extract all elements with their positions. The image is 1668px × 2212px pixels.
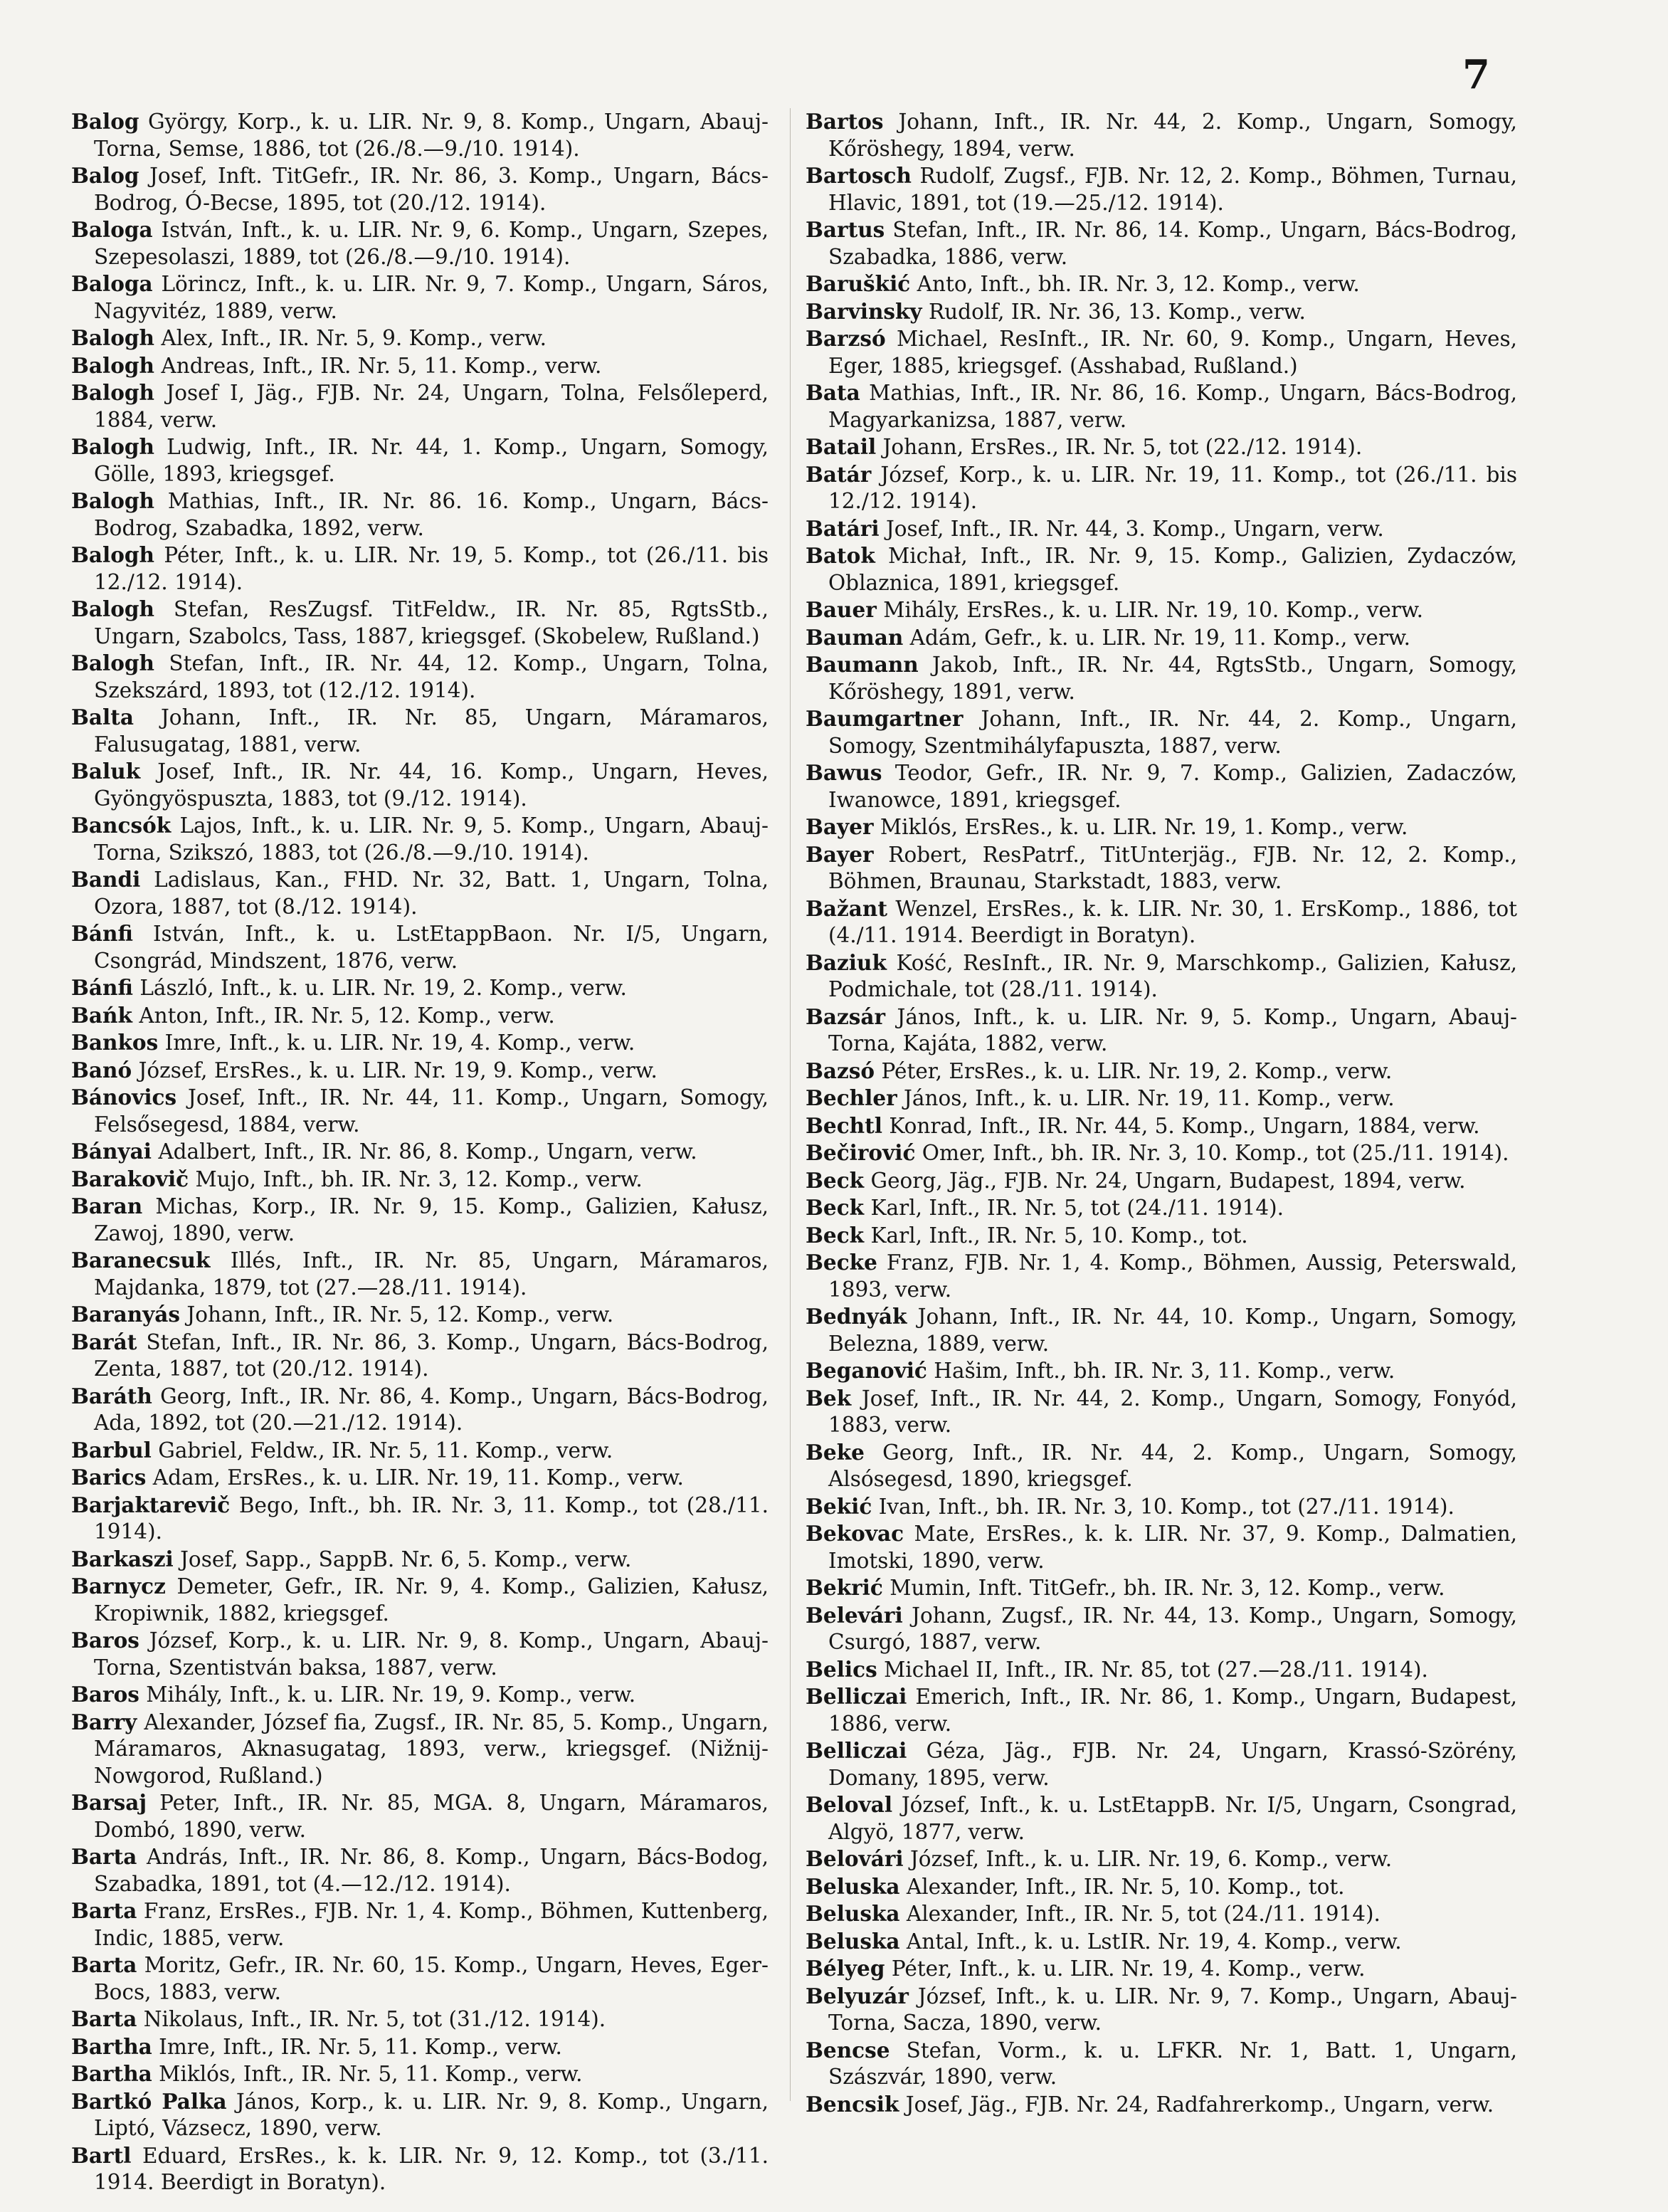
register-entry [71,1084,769,1138]
entry-details: Omer, Inft., bh. IR. Nr. 3, 10. Komp., tot (25./11. 1914). [922,1141,1509,1165]
entry-surname: Baranecsuk [71,1248,211,1273]
entry-surname: Balta [71,705,134,730]
entry-surname: Bandi [71,867,141,892]
entry-details: Lajos, Inft., k. u. LIR. Nr. 9, 5. Komp., Ungarn, Abauj-Torna, Szikszó, 1883, tot (26./8.—9./10. 1914). [94,813,769,865]
register-entry [806,1873,1517,1901]
entry-details: Johann, Inft., IR. Nr. 44, 10. Komp., Ungarn, Somogy, Belezna, 1889, verw. [828,1305,1517,1356]
entry-details: Stefan, Inft., IR. Nr. 44, 12. Komp., Ungarn, Tolna, Szekszárd, 1893, tot (12./12. 1914). [94,651,769,702]
entry-surname: Bek [806,1385,852,1411]
entry-details: Rudolf, IR. Nr. 36, 13. Komp., verw. [928,299,1306,324]
entry-details: Michael II, Inft., IR. Nr. 85, tot (27.—28./11. 1914). [884,1657,1428,1682]
register-entry [806,216,1517,270]
entry-details: Illés, Inft., IR. Nr. 85, Ungarn, Máramaros, Majdanka, 1879, tot (27.—28./11. 1914). [94,1248,769,1300]
register-entry [806,1900,1517,1928]
entry-details: Michał, Inft., IR. Nr. 9, 15. Komp., Galizien, Zydaczów, Oblaznica, 1891, kriegsgef. [828,544,1517,595]
entry-details: Stefan, Inft., IR. Nr. 86, 14. Komp., Ungarn, Bács-Bodrog, Szabadka, 1886, verw. [828,218,1517,269]
register-entry [71,758,769,812]
entry-details: Michael, ResInft., IR. Nr. 60, 9. Komp., Ungarn, Heves, Eger, 1885, kriegsgef. (Asshabad, Rußland.) [828,327,1517,378]
entry-details: Johann, Inft., IR. Nr. 44, 2. Komp., Ungarn, Somogy, Szentmihályfapuszta, 1887, verw. [828,707,1517,758]
entry-surname: Belovári [806,1846,904,1871]
register-entry [806,596,1517,624]
entry-details: Stefan, Vorm., k. u. LFKR. Nr. 1, Batt. 1, Ungarn, Szászvár, 1890, verw. [828,2038,1517,2089]
register-entry [806,949,1517,1004]
register-entry [806,325,1517,379]
register-entry [806,1194,1517,1222]
entry-details: Ivan, Inft., bh. IR. Nr. 3, 10. Komp., tot (27./11. 1914). [878,1494,1455,1519]
entry-surname: Balog [71,163,139,188]
page-number: 7 [1462,51,1490,98]
register-entry [71,1329,769,1383]
register-entry [806,2091,1517,2119]
entry-surname: Bencse [806,2037,890,2063]
entry-surname: Bednyák [806,1304,907,1329]
entry-details: Josef, Jäg., FJB. Nr. 24, Radfahrerkomp., Ungarn, verw. [905,2092,1494,2117]
entry-surname: Bauer [806,597,877,622]
entry-surname: Bartkó Palka [71,2088,227,2114]
entry-details: Konrad, Inft., IR. Nr. 44, 5. Komp., Ungarn, 1884, verw. [889,1113,1480,1138]
entry-details: Nikolaus, Inft., IR. Nr. 5, tot (31./12. 1914). [143,2007,606,2031]
entry-details: Franz, FJB. Nr. 1, 4. Komp., Böhmen, Aussig, Peterswald, 1893, verw. [828,1250,1517,1302]
entry-details: Alexander, Inft., IR. Nr. 5, 10. Komp., tot. [906,1874,1345,1899]
register-entry [806,1303,1517,1357]
entry-surname: Barbul [71,1437,152,1463]
entry-surname: Bartos [806,109,884,134]
entry-details: József, Inft., k. u. LIR. Nr. 19, 6. Komp., verw. [909,1847,1393,1871]
entry-surname: Beganović [806,1358,927,1383]
entry-surname: Baumann [806,652,919,677]
entry-surname: Barnycz [71,1574,166,1599]
entry-details: Emerich, Inft., IR. Nr. 86, 1. Komp., Ungarn, Budapest, 1886, verw. [828,1685,1517,1736]
entry-details: Johann, Inft., IR. Nr. 44, 2. Komp., Ungarn, Somogy, Kőröshegy, 1894, verw. [828,110,1517,161]
entry-surname: Bánovics [71,1085,177,1110]
register-entry [806,759,1517,813]
register-entry [71,1247,769,1301]
register-entry [71,488,769,542]
entry-details: József, Korp., k. u. LIR. Nr. 19, 11. Komp., tot (26./11. bis 12./12. 1914). [828,462,1518,513]
entry-surname: Bekić [806,1493,872,1519]
entry-surname: Barta [71,1844,137,1869]
entry-details: Miklós, ErsRes., k. u. LIR. Nr. 19, 1. Komp., verw. [880,815,1408,839]
register-entry [806,651,1517,705]
entry-surname: Bányai [71,1139,152,1164]
entry-surname: Balogh [71,380,155,405]
register-entry [71,1437,769,1465]
entry-surname: Bechler [806,1085,897,1110]
entry-surname: Bańk [71,1002,132,1028]
entry-details: Franz, ErsRes., FJB. Nr. 1, 4. Komp., Böhmen, Kuttenberg, Indic, 1885, verw. [94,1899,769,1950]
entry-surname: Bechtl [806,1112,882,1138]
entry-details: Teodor, Gefr., IR. Nr. 9, 7. Komp., Galizien, Zadaczów, Iwanowce, 1891, kriegsgef. [828,761,1517,812]
entry-surname: Batail [806,434,877,459]
register-entry [806,542,1517,596]
entry-details: János, Inft., k. u. LIR. Nr. 9, 5. Komp., Ungarn, Abauj-Torna, Kajáta, 1882, verw. [828,1004,1517,1055]
entry-surname: Balogh [71,352,155,378]
entry-details: Johann, Inft., IR. Nr. 5, 12. Komp., verw. [186,1302,614,1327]
entry-surname: Baloga [71,271,153,296]
left-column [71,108,769,2196]
register-entry [806,1520,1517,1574]
register-entry [806,1574,1517,1602]
register-entry [71,596,769,650]
entry-details: Mathias, Inft., IR. Nr. 86. 16. Komp., Ungarn, Bács-Bodrog, Szabadka, 1892, verw. [94,489,769,540]
entry-surname: Bánfi [71,975,133,1000]
entry-surname: Baros [71,1628,139,1653]
entry-surname: Bayer [806,841,874,867]
register-entry [71,108,769,162]
entry-surname: Beluska [806,1901,900,1926]
entry-surname: Batár [806,461,872,487]
entry-surname: Balogh [71,596,155,621]
register-entry [806,433,1517,461]
entry-details: Georg, Jäg., FJB. Nr. 24, Ungarn, Budapest, 1894, verw. [870,1168,1466,1193]
entry-surname: Belevári [806,1602,903,1628]
register-entry [806,515,1517,543]
entry-details: Josef, Inft. TitGefr., IR. Nr. 86, 3. Komp., Ungarn, Bács-Bodrog, Ó-Becse, 1895, tot (20./12. 1914). [94,164,769,215]
register-entry [806,1004,1517,1058]
register-entry [71,542,769,596]
entry-details: József, Inft., k. u. LstEtappB. Nr. I/5, Ungarn, Csongrad, Algyö, 1877, verw. [828,1793,1517,1844]
entry-surname: Bazsár [806,1004,886,1029]
entry-surname: Barry [71,1709,137,1734]
register-entry [806,162,1517,216]
register-entry [71,1492,769,1546]
entry-details: Géza, Jäg., FJB. Nr. 24, Ungarn, Krassó-Szörény, Domany, 1895, verw. [828,1739,1517,1790]
register-entry [806,813,1517,841]
register-entry [806,1222,1517,1250]
entry-details: Adám, Gefr., k. u. LIR. Nr. 19, 11. Komp., verw. [909,625,1411,650]
entry-details: Alexander, Inft., IR. Nr. 5, tot (24./11. 1914). [906,1902,1381,1926]
register-entry [806,624,1517,652]
register-entry [806,1085,1517,1112]
entry-details: Anton, Inft., IR. Nr. 5, 12. Komp., verw. [139,1003,555,1028]
register-entry [71,2142,769,2196]
entry-surname: Barakovič [71,1166,189,1191]
register-entry [71,1002,769,1030]
entry-surname: Baloga [71,217,153,242]
register-entry [806,895,1517,949]
entry-surname: Balogh [71,325,155,350]
entry-details: Lörincz, Inft., k. u. LIR. Nr. 9, 7. Komp., Ungarn, Sáros, Nagyvitéz, 1889, verw. [94,272,769,323]
entry-details: Georg, Inft., IR. Nr. 44, 2. Komp., Ungarn, Somogy, Alsósegesd, 1890, kriegsgef. [828,1440,1517,1491]
entry-surname: Barvinsky [806,298,922,324]
entry-surname: Barta [71,2006,137,2031]
entry-surname: Baran [71,1194,143,1218]
entry-surname: Belyuzár [806,1983,909,2008]
register-entry [71,1301,769,1329]
entry-details: Mihály, ErsRes., k. u. LIR. Nr. 19, 10. Komp., verw. [883,598,1424,622]
entry-surname: Bélyeg [806,1956,885,1981]
register-entry [806,1139,1517,1167]
entry-surname: Bawus [806,760,882,785]
entry-surname: Bankos [71,1030,159,1055]
entry-surname: Baráth [71,1383,152,1408]
entry-surname: Batok [806,543,875,568]
entry-details: Eduard, ErsRes., k. k. LIR. Nr. 9, 12. Komp., tot (3./11. 1914. Beerdigt in Boratyn). [94,2143,769,2194]
register-entry [806,1845,1517,1873]
entry-surname: Bata [806,380,860,405]
register-entry [806,1439,1517,1493]
entry-surname: Bazsó [806,1058,875,1083]
register-entry [71,920,769,974]
register-entry [806,841,1517,895]
entry-details: János, Korp., k. u. LIR. Nr. 9, 8. Komp., Ungarn, Liptó, Vázsecz, 1890, verw. [94,2089,769,2140]
entry-surname: Balogh [71,651,155,675]
entry-details: Stefan, ResZugsf. TitFeldw., IR. Nr. 85, RgtsStb., Ungarn, Szabolcs, Tass, 1887, kriegsgef. (Skobelew, Rußland.) [94,597,769,648]
entry-surname: Belliczai [806,1684,907,1709]
entry-surname: Bartha [71,2061,152,2086]
register-entry [806,1058,1517,1085]
entry-surname: Bartha [71,2033,152,2059]
entry-details: Miklós, Inft., IR. Nr. 5, 11. Komp., verw. [159,2062,583,2086]
entry-details: Péter, Inft., k. u. LIR. Nr. 19, 4. Komp., verw. [891,1956,1366,1981]
register-entry [71,1383,769,1437]
right-column [806,108,1517,2118]
entry-surname: Bartosch [806,163,912,188]
entry-surname: Barjaktarevič [71,1492,231,1517]
register-entry [806,1357,1517,1385]
entry-details: Mujo, Inft., bh. IR. Nr. 3, 12. Komp., verw. [195,1166,643,1191]
entry-surname: Baros [71,1682,139,1707]
entry-details: Mihály, Inft., k. u. LIR. Nr. 19, 9. Komp., verw. [146,1682,636,1707]
register-entry [71,1681,769,1709]
column-divider [790,108,791,2101]
entry-surname: Becke [806,1250,877,1275]
register-entry [806,1656,1517,1684]
entry-details: Johann, Inft., IR. Nr. 85, Ungarn, Máramaros, Falusugatag, 1881, verw. [94,705,769,757]
entry-details: Antal, Inft., k. u. LstIR. Nr. 19, 4. Komp., verw. [906,1929,1402,1954]
entry-details: Anto, Inft., bh. IR. Nr. 3, 12. Komp., verw. [917,272,1360,296]
entry-details: Adam, ErsRes., k. u. LIR. Nr. 19, 11. Komp., verw. [152,1465,684,1490]
entry-surname: Bencsik [806,2091,899,2117]
register-entry [71,866,769,920]
entry-surname: Bánfi [71,921,133,946]
entry-surname: Barics [71,1465,147,1490]
entry-details: János, Inft., k. u. LIR. Nr. 19, 11. Komp., verw. [904,1086,1395,1110]
entry-surname: Bekovac [806,1521,904,1546]
register-entry [806,1928,1517,1956]
register-entry [71,433,769,488]
entry-details: György, Korp., k. u. LIR. Nr. 9, 8. Komp., Ungarn, Abauj-Torna, Semse, 1886, tot (26./8.—9./10. 1914). [94,110,769,161]
entry-details: Georg, Inft., IR. Nr. 86, 4. Komp., Ungarn, Bács-Bodrog, Ada, 1892, tot (20.—21./12. 1914). [94,1384,769,1435]
entry-details: Josef, Inft., IR. Nr. 44, 16. Komp., Ungarn, Heves, Gyöngyöspuszta, 1883, tot (9./12. 1914). [94,759,769,811]
register-entry [71,1897,769,1952]
register-entry [806,1683,1517,1737]
entry-surname: Bekrić [806,1575,883,1600]
entry-details: József, Inft., k. u. LIR. Nr. 9, 7. Komp., Ungarn, Abauj-Torna, Sacza, 1890, verw. [828,1984,1517,2035]
entry-surname: Barta [71,1952,137,1977]
entry-surname: Bayer [806,814,874,839]
register-entry [71,1627,769,1681]
entry-details: Imre, Inft., IR. Nr. 5, 11. Komp., verw. [159,2034,562,2059]
register-entry [806,298,1517,326]
entry-surname: Barta [71,1898,137,1923]
entry-details: István, Inft., k. u. LstEtappBaon. Nr. I/5, Ungarn, Csongrád, Mindszent, 1876, verw. [94,922,769,973]
register-entry [71,1546,769,1574]
entry-details: Ladislaus, Kan., FHD. Nr. 32, Batt. 1, Ungarn, Tolna, Ozora, 1887, tot (8./12. 1914). [94,868,769,919]
entry-surname: Beck [806,1195,865,1220]
entry-surname: Bauman [806,624,904,650]
register-entry [71,216,769,270]
register-entry [71,270,769,325]
entry-surname: Beloval [806,1792,893,1817]
entry-details: Josef I, Jäg., FJB. Nr. 24, Ungarn, Tolna, Felsőleperd, 1884, verw. [94,381,769,432]
entry-details: Péter, Inft., k. u. LIR. Nr. 19, 5. Komp., tot (26./11. bis 12./12. 1914). [94,543,769,594]
entry-details: Ludwig, Inft., IR. Nr. 44, 1. Komp., Ungarn, Somogy, Gölle, 1893, kriegsgef. [94,435,769,486]
register-entry [71,974,769,1002]
register-entry [71,1789,769,1843]
entry-surname: Baziuk [806,949,887,975]
register-entry [71,2006,769,2033]
entry-details: Josef, Inft., IR. Nr. 44, 11. Komp., Ungarn, Somogy, Felsősegesd, 1884, verw. [94,1085,769,1137]
entry-details: Alex, Inft., IR. Nr. 5, 9. Komp., verw. [161,326,547,350]
entry-surname: Banó [71,1057,132,1083]
entry-details: András, Inft., IR. Nr. 86, 8. Komp., Ungarn, Bács-Bodog, Szabadka, 1891, tot (4.—12./12. 1914). [94,1845,769,1896]
register-entry [806,1493,1517,1521]
entry-details: Mathias, Inft., IR. Nr. 86, 16. Komp., Ungarn, Bács-Bodrog, Magyarkanizsa, 1887, verw. [828,381,1517,432]
register-entry [71,2088,769,2142]
entry-surname: Belliczai [806,1738,907,1763]
entry-details: József, Korp., k. u. LIR. Nr. 9, 8. Komp., Ungarn, Abauj-Torna, Szentistván baksa, 1887, verw. [94,1628,769,1680]
entry-details: Adalbert, Inft., IR. Nr. 86, 8. Komp., Ungarn, verw. [158,1139,697,1164]
entry-details: Stefan, Inft., IR. Nr. 86, 3. Komp., Ungarn, Bács-Bodrog, Zenta, 1887, tot (20./12. 1914). [94,1329,769,1381]
entry-details: Karl, Inft., IR. Nr. 5, 10. Komp., tot. [870,1223,1248,1248]
entry-details: Robert, ResPatrf., TitUnterjäg., FJB. Nr. 12, 2. Komp., Böhmen, Braunau, Starkstadt, 1883, verw. [828,842,1517,893]
register-entry [71,2060,769,2088]
entry-details: Imre, Inft., k. u. LIR. Nr. 19, 4. Komp., verw. [164,1031,635,1055]
register-entry [806,1737,1517,1791]
register-entry [71,1952,769,2006]
entry-details: Rudolf, Zugsf., FJB. Nr. 12, 2. Komp., Böhmen, Turnau, Hlavic, 1891, tot (19.—25./12. 1914). [828,164,1517,215]
entry-details: Peter, Inft., IR. Nr. 85, MGA. 8, Ungarn, Máramaros, Dombó, 1890, verw. [94,1791,769,1842]
register-entry [71,352,769,380]
entry-details: Michas, Korp., IR. Nr. 9, 15. Komp., Galizien, Kałusz, Zawoj, 1890, verw. [94,1194,769,1245]
entry-surname: Bartus [806,217,885,242]
register-entry [71,1193,769,1247]
entry-surname: Barát [71,1329,137,1354]
entry-surname: Beke [806,1439,865,1465]
entry-surname: Balogh [71,434,155,459]
register-entry [806,1602,1517,1656]
entry-surname: Batári [806,515,880,541]
register-entry [71,1464,769,1492]
register-entry [71,1029,769,1057]
register-entry [806,1791,1517,1845]
register-entry [806,705,1517,759]
entry-details: Demeter, Gefr., IR. Nr. 9, 4. Komp., Galizien, Kałusz, Kropiwnik, 1882, kriegsgef. [94,1574,769,1626]
register-entry [806,1385,1517,1439]
register-entry [806,1983,1517,2037]
entry-details: Josef, Inft., IR. Nr. 44, 2. Komp., Ungarn, Somogy, Fonyód, 1883, verw. [828,1386,1517,1437]
register-entry [71,704,769,758]
entry-details: Johann, Zugsf., IR. Nr. 44, 13. Komp., Ungarn, Somogy, Csurgó, 1887, verw. [828,1603,1517,1654]
entry-surname: Bažant [806,895,887,921]
entry-surname: Bancsók [71,813,171,838]
entry-surname: Balogh [71,488,155,513]
entry-surname: Bečirović [806,1140,916,1165]
register-entry [71,1057,769,1085]
entry-surname: Bartl [71,2142,132,2168]
register-entry [806,1955,1517,1983]
register-entry [806,270,1517,298]
entry-details: Mate, ErsRes., k. k. LIR. Nr. 37, 9. Komp., Dalmatien, Imotski, 1890, verw. [828,1522,1517,1573]
entry-surname: Beck [806,1167,865,1193]
entry-details: József, ErsRes., k. u. LIR. Nr. 19, 9. Komp., verw. [138,1058,658,1083]
entry-surname: Baluk [71,759,141,784]
register-entry [806,461,1517,515]
entry-details: Alexander, József fia, Zugsf., IR. Nr. 85, 5. Komp., Ungarn, Máramaros, Aknasugatag, 1893, verw., kriegsgef. (Nižnij-Nowgorod, Rußland.) [94,1710,769,1788]
register-entry [71,325,769,352]
register-entry [71,1138,769,1166]
register-entry [806,379,1517,433]
entry-details: Josef, Inft., IR. Nr. 44, 3. Komp., Ungarn, verw. [885,516,1384,541]
register-entry [71,162,769,216]
entry-details: Josef, Sapp., SappB. Nr. 6, 5. Komp., verw. [180,1547,632,1571]
entry-surname: Beluska [806,1928,900,1954]
entry-details: István, Inft., k. u. LIR. Nr. 9, 6. Komp., Ungarn, Szepes, Szepesolaszi, 1889, tot (26./8.—9./10. 1914). [94,218,769,269]
register-entry [806,1249,1517,1303]
register-entry [806,108,1517,162]
entry-surname: Baranyás [71,1302,181,1327]
entry-details: Moritz, Gefr., IR. Nr. 60, 15. Komp., Ungarn, Heves, Eger-Bocs, 1883, verw. [94,1953,769,2004]
entry-details: László, Inft., k. u. LIR. Nr. 19, 2. Komp., verw. [139,976,627,1000]
entry-surname: Baumgartner [806,706,964,731]
entry-surname: Baruškić [806,271,911,296]
entry-details: Johann, ErsRes., IR. Nr. 5, tot (22./12. 1914). [882,435,1363,459]
entry-details: Hašim, Inft., bh. IR. Nr. 3, 11. Komp., verw. [934,1359,1395,1383]
entry-surname: Balogh [71,542,155,567]
entry-surname: Belics [806,1656,877,1682]
register-entry [806,1167,1517,1195]
entry-details: Bego, Inft., bh. IR. Nr. 3, 11. Komp., tot (28./11. 1914). [94,1492,769,1544]
entry-details: Kość, ResInft., IR. Nr. 9, Marschkomp., Galizien, Kałusz, Podmichale, tot (28./11. 1914). [828,950,1517,1001]
register-entry [71,1709,769,1790]
register-entry [71,1843,769,1897]
register-entry [71,812,769,866]
register-entry [71,379,769,433]
entry-details: Karl, Inft., IR. Nr. 5, tot (24./11. 1914). [870,1196,1284,1220]
entry-details: Jakob, Inft., IR. Nr. 44, RgtsStb., Ungarn, Somogy, Kőröshegy, 1891, verw. [828,653,1517,704]
entry-surname: Beluska [806,1873,900,1899]
register-entry [71,1166,769,1194]
entry-details: Wenzel, ErsRes., k. k. LIR. Nr. 30, 1. ErsKomp., 1886, tot (4./11. 1914. Beerdigt in Boratyn). [828,896,1517,947]
register-entry [806,1112,1517,1140]
entry-details: Péter, ErsRes., k. u. LIR. Nr. 19, 2. Komp., verw. [881,1058,1393,1083]
entry-surname: Barkaszi [71,1546,174,1571]
entry-details: Andreas, Inft., IR. Nr. 5, 11. Komp., verw. [161,353,602,378]
entry-surname: Beck [806,1222,865,1248]
register-entry [71,1573,769,1627]
entry-details: Gabriel, Feldw., IR. Nr. 5, 11. Komp., verw. [158,1438,613,1463]
entry-details: Mumin, Inft. TitGefr., bh. IR. Nr. 3, 12. Komp., verw. [890,1576,1445,1600]
register-entry [71,2033,769,2061]
register-entry [806,2037,1517,2091]
entry-surname: Barzsó [806,326,886,351]
entry-surname: Barsaj [71,1790,147,1815]
entry-surname: Balog [71,109,139,134]
register-entry [71,650,769,704]
